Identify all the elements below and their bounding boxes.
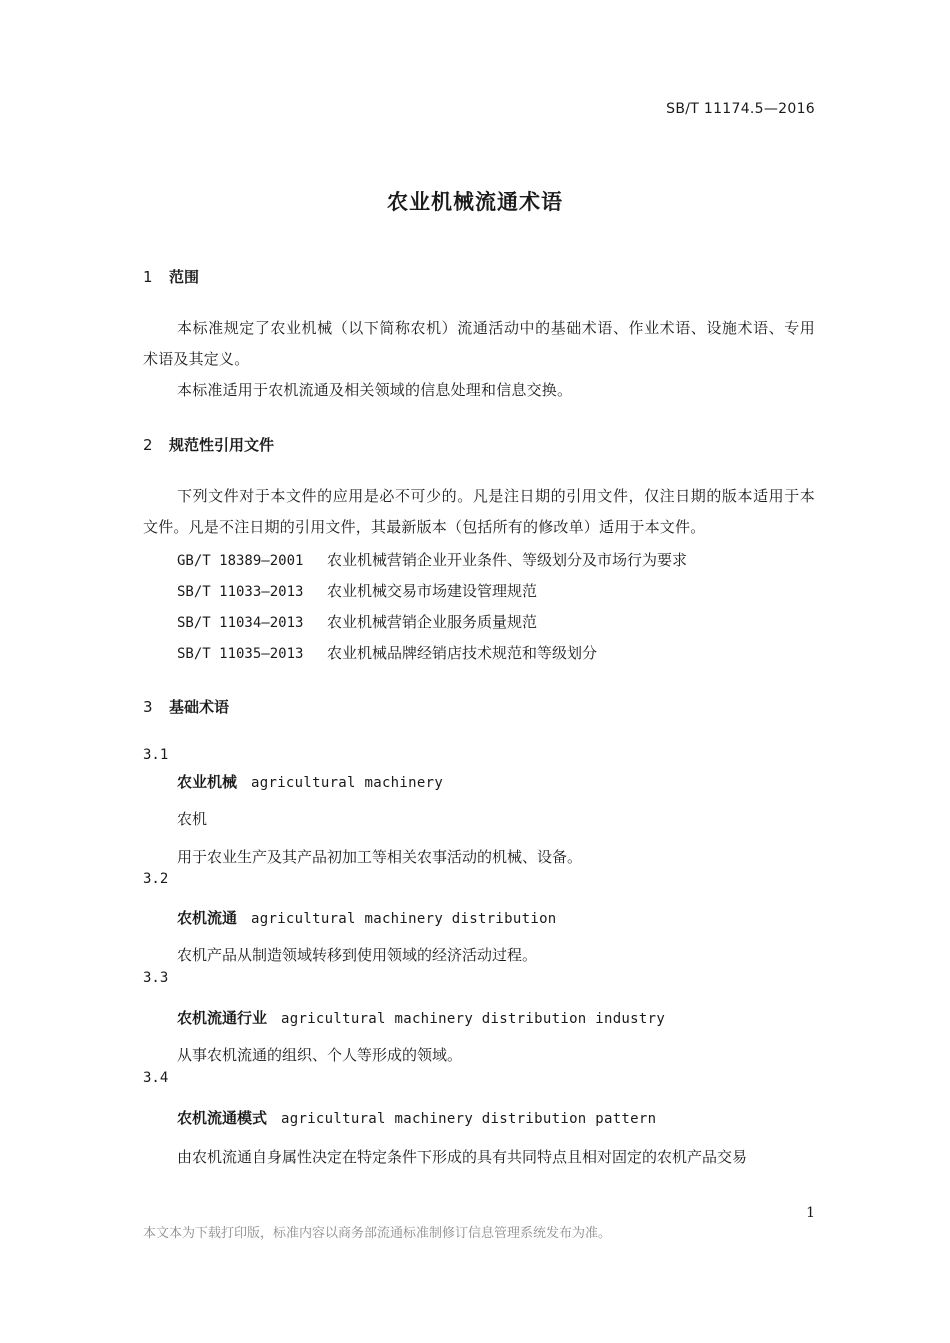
reference-item <box>177 549 687 570</box>
term-chinese: 农机流通行业 <box>177 1009 268 1027</box>
reference-title: 农业机械交易市场建设管理规范 <box>327 582 538 600</box>
term-chinese: 农业机械 <box>177 773 238 791</box>
term-number: 3.3 <box>143 970 169 986</box>
section-2-paragraph-1: 下列文件对于本文件的应用是必不可少的。凡是注日期的引用文件，仅注日期的版本适用于本文件。凡是不注日期的引用文件，其最新版本（包括所有的修改单）适用于本文件。 <box>143 487 815 536</box>
reference-item <box>177 642 597 663</box>
reference-title: 农业机械营销企业开业条件、等级划分及市场行为要求 <box>327 551 688 569</box>
term-english: agricultural machinery <box>251 775 444 791</box>
term-chinese: 农机流通 <box>177 909 238 927</box>
term-heading <box>177 771 443 792</box>
term-definition: 从事农机流通的组织、个人等形成的领域。 <box>177 1046 463 1064</box>
section-2-heading <box>143 434 274 455</box>
reference-code: SB/T 11033—2013 <box>177 584 304 600</box>
section-1-paragraph-2: 本标准适用于农机流通及相关领域的信息处理和信息交换。 <box>177 381 573 399</box>
section-title: 规范性引用文件 <box>169 436 275 454</box>
term-alternative: 农机 <box>177 810 208 828</box>
footer-note: 本文本为下载打印版，标准内容以商务部流通标准制修订信息管理系统发布为准。 <box>143 1226 612 1241</box>
section-number: 3 <box>143 698 153 716</box>
term-heading <box>177 1107 656 1128</box>
section-number: 1 <box>143 268 153 286</box>
term-english: agricultural machinery distribution pattern <box>281 1111 657 1127</box>
term-english: agricultural machinery distribution industry <box>281 1011 666 1027</box>
reference-title: 农业机械营销企业服务质量规范 <box>327 613 538 631</box>
term-definition: 由农机流通自身属性决定在特定条件下形成的具有共同特点且相对固定的农机产品交易 <box>177 1148 748 1166</box>
section-title: 基础术语 <box>169 698 230 716</box>
reference-code: SB/T 11034—2013 <box>177 615 304 631</box>
term-heading <box>177 907 557 928</box>
term-chinese: 农机流通模式 <box>177 1109 268 1127</box>
term-number: 3.1 <box>143 747 169 763</box>
section-3-heading <box>143 696 229 717</box>
page-number: 1 <box>806 1205 815 1221</box>
reference-item <box>177 611 537 632</box>
document-title: 农业机械流通术语 <box>387 190 563 214</box>
section-number: 2 <box>143 436 153 454</box>
term-number: 3.4 <box>143 1070 169 1086</box>
reference-code: GB/T 18389—2001 <box>177 553 304 569</box>
reference-item <box>177 580 537 601</box>
term-number: 3.2 <box>143 871 169 887</box>
section-1-heading <box>143 266 199 287</box>
term-english: agricultural machinery distribution <box>251 911 557 927</box>
term-heading <box>177 1007 665 1028</box>
standard-code: SB/T 11174.5—2016 <box>666 101 815 117</box>
section-1-paragraph-1: 本标准规定了农业机械（以下简称农机）流通活动中的基础术语、作业术语、设施术语、专用术语及其定义。 <box>143 319 815 368</box>
term-definition: 农机产品从制造领域转移到使用领域的经济活动过程。 <box>177 946 538 964</box>
section-title: 范围 <box>169 268 200 286</box>
term-definition: 用于农业生产及其产品初加工等相关农事活动的机械、设备。 <box>177 848 583 866</box>
reference-code: SB/T 11035—2013 <box>177 646 304 662</box>
reference-title: 农业机械品牌经销店技术规范和等级划分 <box>327 644 598 662</box>
